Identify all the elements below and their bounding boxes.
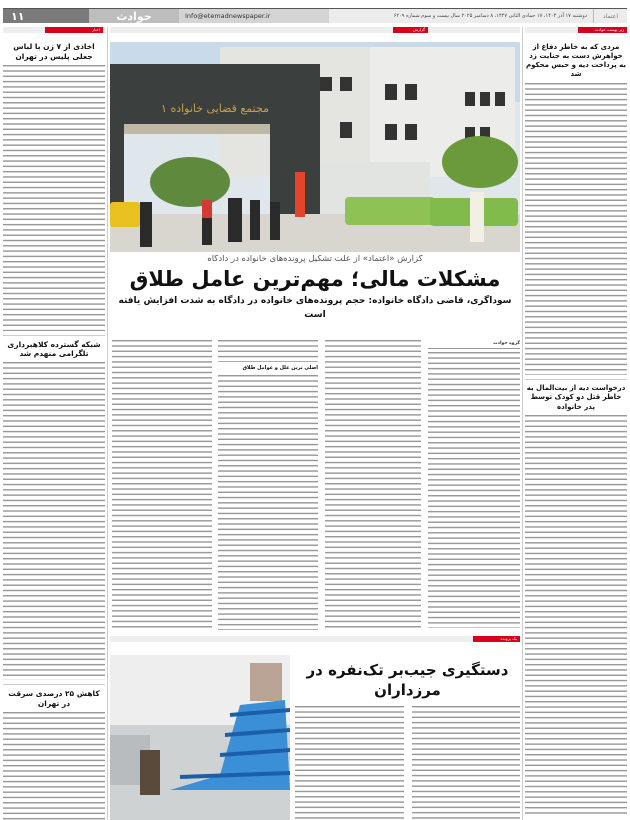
- main-body-col2: [325, 340, 421, 630]
- story-body: [295, 706, 404, 820]
- page-number: ۱۱: [3, 9, 89, 23]
- svg-text:مجتمع قضایی خانواده ۱: مجتمع قضایی خانواده ۱: [161, 102, 269, 115]
- tag-bar-bottom: [110, 636, 520, 642]
- divider: [525, 379, 627, 380]
- story-body: [525, 83, 627, 375]
- page-header: [3, 8, 627, 23]
- tag-one-case: یک پرونده: [473, 636, 520, 642]
- tag-report: گزارش: [393, 27, 428, 33]
- tag-bar-center: [110, 27, 520, 33]
- bottom-story: [295, 660, 520, 820]
- dateline: دوشنبه ۱۷ آذر ۱۴۰۴، ۱۷ جمادی الثانی ۱۴۴۷، ۸ دسامبر ۲۰۲۵ سال بیست و سوم شماره ۶۲۰۹: [329, 9, 593, 23]
- court-building-photo: [110, 42, 520, 252]
- divider: [522, 27, 523, 820]
- story-body: [3, 362, 105, 680]
- divider: [107, 27, 108, 820]
- story-body: [3, 712, 105, 820]
- group-label: گروه حوادث: [428, 340, 520, 349]
- story-body: [3, 65, 105, 331]
- right-column: [525, 40, 627, 820]
- main-body-col1: [428, 340, 520, 630]
- bottom-headline[interactable]: دستگیری جیب‌بر تک‌نفره در مرزداران: [306, 661, 509, 699]
- divider: [3, 335, 105, 336]
- story-title[interactable]: درخواست دیه از بیت‌المال به خاطر قتل دو کودک توسط پدر خانواده: [526, 384, 626, 411]
- left-column: [3, 40, 105, 820]
- story-title[interactable]: کاهش ۲۵ درصدی سرقت در تهران: [8, 689, 100, 708]
- photo-illustration: [110, 655, 290, 820]
- subhead: سوداگری، قاضی دادگاه خانواده: حجم پرونده‌های خانواده در دادگاه به شدت افزایش یافته است: [118, 296, 512, 321]
- story-title[interactable]: مردی که به خاطر دفاع از خواهرش دست به جنایت زد به پرداخت دیه و حبس محکوم شد: [525, 43, 627, 79]
- main-body-col3: [218, 340, 318, 630]
- section-title: حوادث: [89, 9, 179, 23]
- email-link[interactable]: Info@etemadnewspaper.ir: [179, 9, 329, 23]
- headline[interactable]: مشکلات مالی؛ مهم‌ترین عامل طلاق: [129, 267, 501, 292]
- story-body: [412, 706, 521, 820]
- divider: [3, 684, 105, 685]
- main-headline-block: [110, 255, 520, 335]
- newspaper-logo: اعتماد: [593, 9, 627, 23]
- subheading: اصلی ترین علل و عوامل طلاق: [242, 365, 318, 371]
- tag-under-skin: زیر پوست حوادث: [578, 27, 627, 33]
- main-body-col4: [112, 340, 212, 630]
- story-body: [525, 415, 627, 815]
- story-body: [428, 352, 520, 628]
- suspect-photo: [110, 655, 290, 820]
- story-title[interactable]: شبکه گسترده کلاهبرداری تلگرامی منهدم شد: [7, 339, 101, 359]
- kicker: گزارش «اعتماد» از علت تشکیل پرونده‌های خانواده در دادگاه: [207, 255, 423, 264]
- tag-news: اخبار: [45, 27, 103, 33]
- photo-illustration: [110, 42, 520, 252]
- story-title[interactable]: اخاذی از ۷ زن با لباس جعلی پلیس در تهران: [13, 42, 95, 61]
